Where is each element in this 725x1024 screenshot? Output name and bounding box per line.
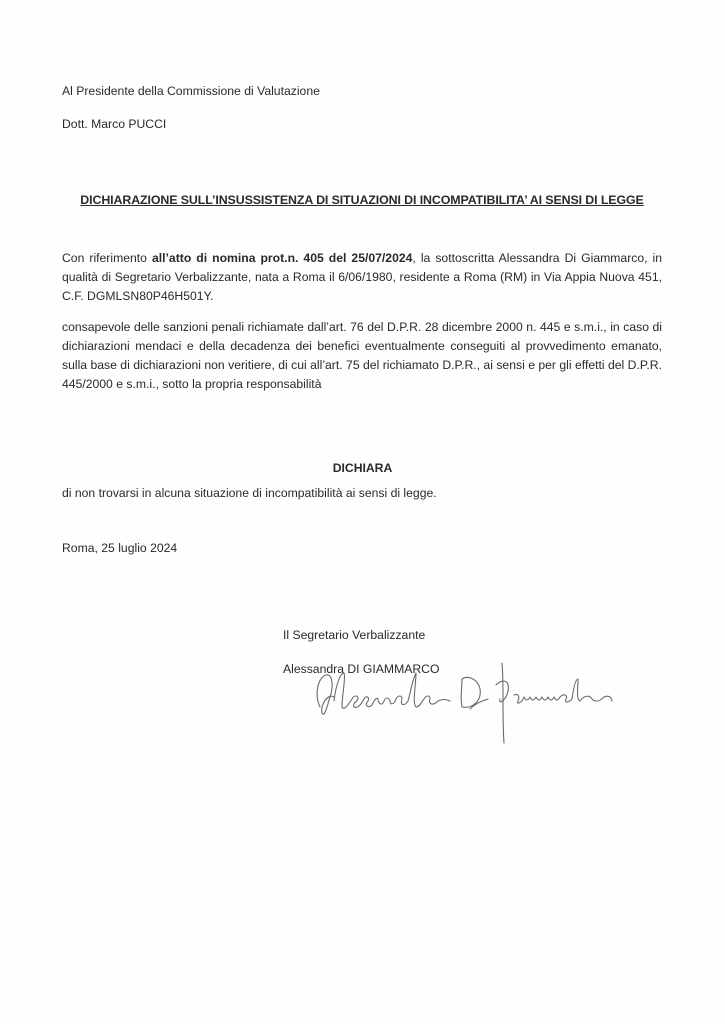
signatory-name: Alessandra DI GIAMMARCO [283,662,440,676]
handwritten-signature [312,655,632,750]
paragraph-reference-suffix: , la sottoscritta Alessandra Di Giammarco, in qualità di Segretario Verbalizzante, nata a Roma il 6/06/1980, residente a Roma (RM) in Via Appia Nuova 451, C.F. DGMLSN80P46H501Y. [62,251,663,303]
paragraph-reference [62,249,662,306]
document-title: DICHIARAZIONE SULL’INSUSSISTENZA DI SITUAZIONI DI INCOMPATIBILITA’ AI SENSI DI LEGGE [80,193,644,207]
declaration-text: di non trovarsi in alcuna situazione di incompatibilità ai sensi di legge. [62,486,437,500]
scan-margin-marks [0,840,6,900]
signature-icon [312,655,632,745]
recipient-line-2: Dott. Marco PUCCI [62,117,167,131]
signatory-role: Il Segretario Verbalizzante [283,628,426,642]
declaration-heading: DICHIARA [332,461,393,475]
paragraph-reference-prefix: Con riferimento [62,251,152,265]
place-date: Roma, 25 luglio 2024 [62,541,178,555]
paragraph-awareness: consapevole delle sanzioni penali richiamate dall’art. 76 del D.P.R. 28 dicembre 2000 n. 445 e s.m.i., in caso di dichiarazioni mendaci e della decadenza dei benefici eventualmente conseguiti al provvedimento emanato, sulla base di dichiarazioni non veritiere, di cui all’art. 75 del richiamato D.P.R., ai sensi e per gli effetti del D.P.R. 445/2000 e s.m.i., sotto la propria responsabilità [62,320,662,391]
recipient-line-1: Al Presidente della Commissione di Valutazione [62,84,320,98]
paragraph-reference-act: all’atto di nomina prot.n. 405 del 25/07/2024 [151,251,413,265]
